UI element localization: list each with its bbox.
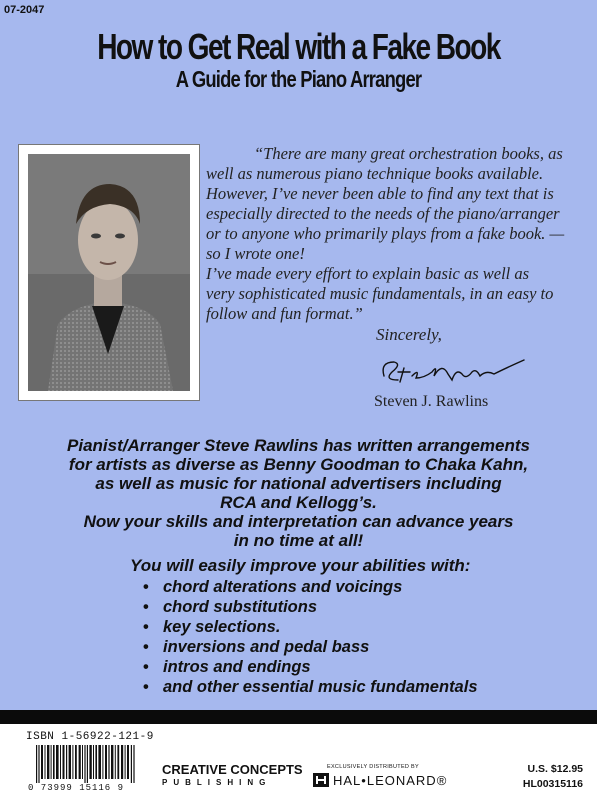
- quote-line: I’ve made every effort to explain basic as well as: [206, 264, 530, 283]
- book-subtitle: A Guide for the Piano Arranger: [175, 66, 422, 92]
- quote-line: so I wrote one!: [206, 244, 305, 263]
- quote-line: follow and fun format.”: [206, 304, 363, 323]
- author-photo-frame: [18, 144, 200, 401]
- list-item: • inversions and pedal bass: [143, 638, 478, 658]
- publisher-logo: CREATIVE CONCEPTS: [162, 762, 303, 777]
- bio-line: Pianist/Arranger Steve Rawlins has written arrangements: [67, 436, 530, 455]
- improve-heading: You will easily improve your abilities with:: [130, 556, 471, 575]
- list-item: • chord alterations and voicings: [143, 578, 478, 598]
- distributor-note: EXCLUSIVELY DISTRIBUTED BY: [327, 764, 419, 770]
- distributor-name: HAL•LEONARD®: [333, 773, 448, 788]
- list-item: • key selections.: [143, 618, 478, 638]
- catalog-code: 07-2047: [4, 4, 45, 16]
- bio-line: in no time at all!: [233, 531, 364, 550]
- barcode-icon: [36, 745, 136, 783]
- quote-line: “There are many great orchestration books, as: [254, 144, 563, 163]
- closing: Sincerely,: [376, 325, 442, 344]
- book-title: How to Get Real with a Fake Book: [97, 26, 500, 67]
- quote-line: well as numerous piano technique books available.: [206, 164, 544, 183]
- publisher-sub: PUBLISHING: [162, 778, 272, 787]
- quote-line: However, I’ve never been able to find any text that is: [206, 184, 554, 203]
- signature-image: [376, 350, 526, 390]
- author-portrait-image: [28, 154, 190, 391]
- list-item: • intros and endings: [143, 658, 478, 678]
- quote-line: very sophisticated music fundamentals, in an easy to: [206, 284, 554, 303]
- author-bio: [0, 436, 597, 550]
- list-item: • chord substitutions: [143, 598, 478, 618]
- list-item: • and other essential music fundamentals: [143, 678, 478, 698]
- bio-line: Now your skills and interpretation can advance years: [83, 512, 514, 531]
- improve-list: [143, 578, 478, 698]
- price: U.S. $12.95: [527, 763, 583, 775]
- divider-bar: [0, 710, 597, 724]
- author-photo: [28, 154, 190, 391]
- bio-line: for artists as diverse as Benny Goodman to Chaka Kahn,: [68, 455, 529, 474]
- product-code: HL00315116: [522, 778, 583, 790]
- quote-line: especially directed to the needs of the piano/arranger: [206, 204, 560, 223]
- quote-line: or to anyone who primarily plays from a fake book. —: [206, 224, 565, 243]
- bio-line: as well as music for national advertisers including: [95, 474, 502, 493]
- hal-leonard-logo-icon: [313, 773, 329, 787]
- barcode-digits: 0 73999 15116 9: [28, 783, 125, 793]
- signature-name: Steven J. Rawlins: [374, 393, 489, 410]
- isbn: ISBN 1-56922-121-9: [26, 731, 154, 743]
- bio-line: RCA and Kellogg’s.: [220, 493, 377, 512]
